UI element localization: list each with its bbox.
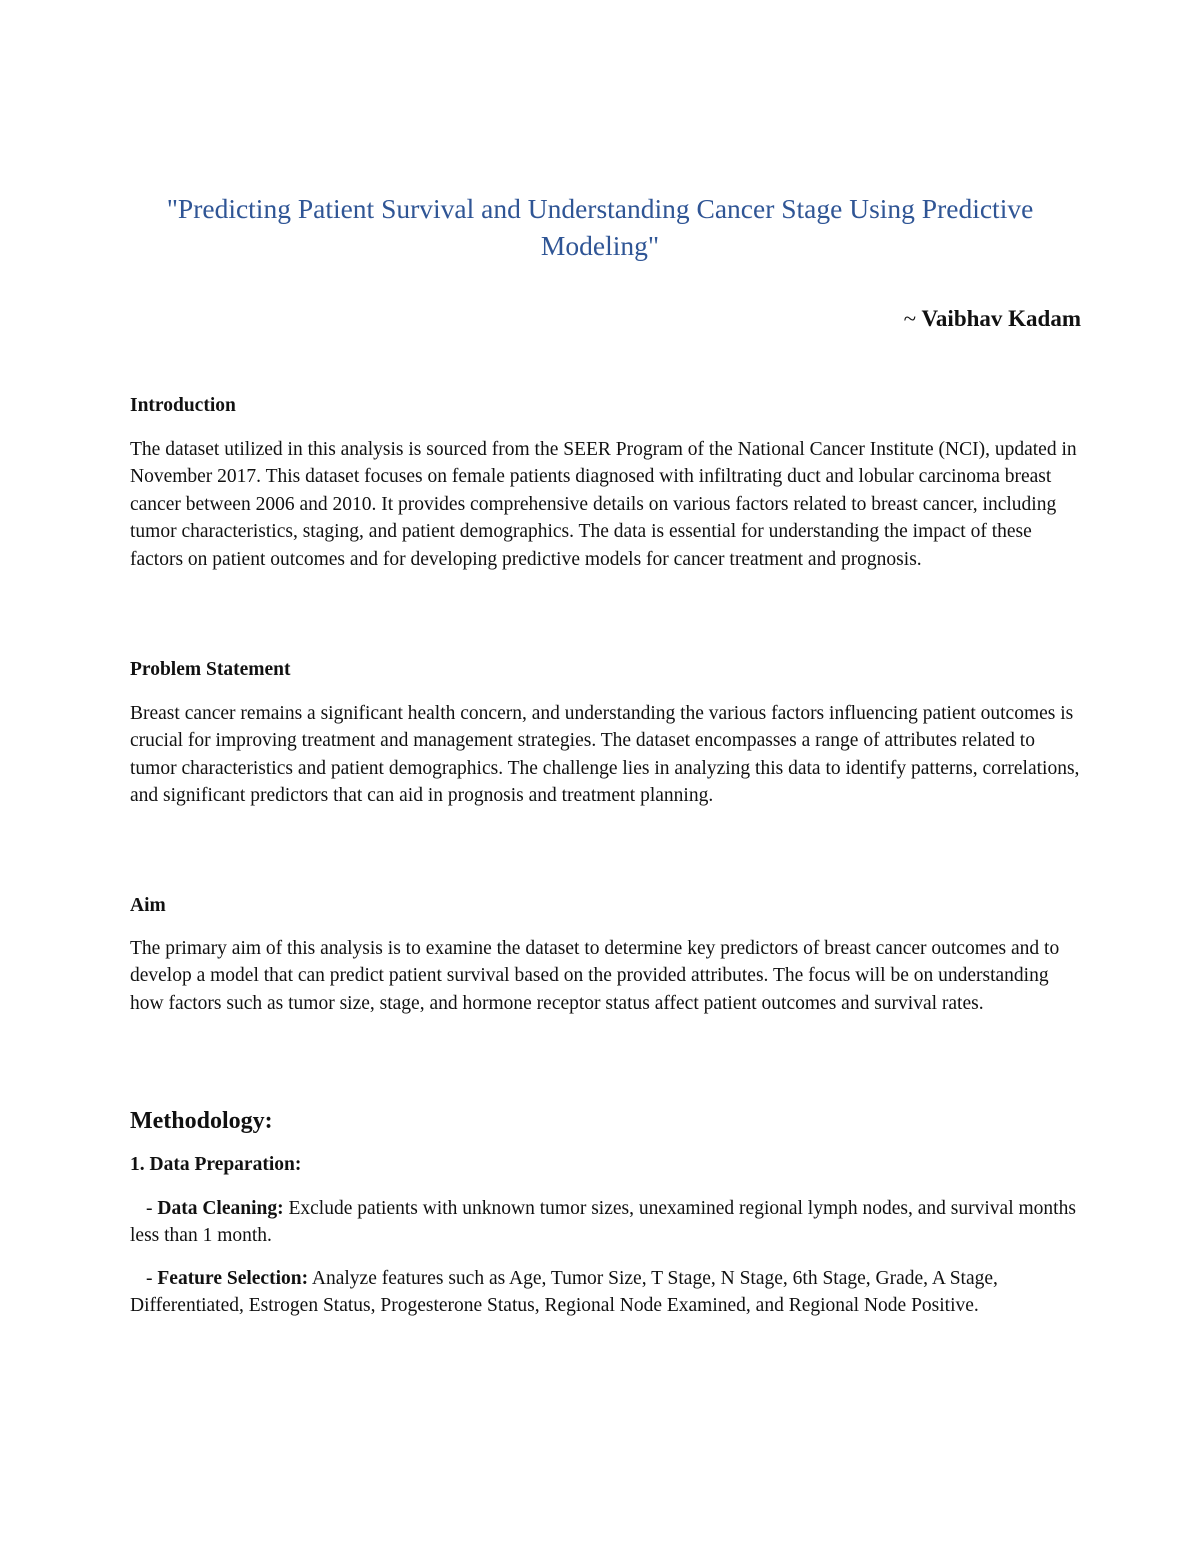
list-item-label: Data Cleaning: bbox=[157, 1198, 284, 1219]
author-line bbox=[904, 306, 1081, 332]
list-item-feature-selection: - Feature Selection: Analyze features such as Age, Tumor Size, T Stage, N Stage, 6th Stage, Grade, A Stage, Differentiated, Estrogen Status, Progesterone Status, Regional Node Examined, and Regional Node Positive. bbox=[130, 1268, 998, 1317]
data-preparation-heading: 1. Data Preparation: bbox=[130, 1154, 302, 1175]
section-body-problem-statement: Breast cancer remains a significant health concern, and understanding the various factors influencing patient outcomes is crucial for improving treatment and management strategies. The dataset encompasses a range of attributes related to tumor characteristics and patient demographics. The challenge lies in analyzing this data to identify patterns, correlations, and significant predictors that can aid in prognosis and treatment planning. bbox=[130, 703, 1080, 807]
author-prefix: ~ bbox=[903, 306, 917, 331]
list-item-text: Exclude patients with unknown tumor sizes, unexamined regional lymph nodes, and survival months less than 1 month. bbox=[130, 1198, 1076, 1247]
methodology-heading: Methodology: bbox=[130, 1108, 273, 1134]
list-item-text: Analyze features such as Age, Tumor Size, T Stage, N Stage, 6th Stage, Grade, A Stage, Differentiated, Estrogen Status, Progesterone Status, Regional Node Examined, and Regional Node Positive. bbox=[130, 1268, 998, 1317]
document-title: "Predicting Patient Survival and Understanding Cancer Stage Using Predictive Modeling" bbox=[166, 193, 1034, 261]
author-name: Vaibhav Kadam bbox=[921, 306, 1081, 331]
list-item-label: Feature Selection: bbox=[157, 1268, 309, 1289]
section-heading-introduction: Introduction bbox=[130, 395, 236, 416]
section-heading-problem-statement: Problem Statement bbox=[130, 659, 291, 680]
section-body-aim: The primary aim of this analysis is to examine the dataset to determine key predictors of breast cancer outcomes and to develop a model that can predict patient survival based on the provided attributes. The focus will be on understanding how factors such as tumor size, stage, and hormone receptor status affect patient outcomes and survival rates. bbox=[130, 938, 1060, 1014]
section-body-introduction: The dataset utilized in this analysis is sourced from the SEER Program of the National Cancer Institute (NCI), updated in November 2017. This dataset focuses on female patients diagnosed with infiltrating duct and lobular carcinoma breast cancer between 2006 and 2010. It provides comprehensive details on various factors related to breast cancer, including tumor characteristics, staging, and patient demographics. The data is essential for understanding the impact of these factors on patient outcomes and for developing predictive models for cancer treatment and prognosis. bbox=[130, 439, 1077, 570]
list-item-data-cleaning: - Data Cleaning: Exclude patients with unknown tumor sizes, unexamined regional lymph nodes, and survival months less than 1 month. bbox=[130, 1198, 1076, 1247]
section-heading-aim: Aim bbox=[130, 895, 166, 916]
